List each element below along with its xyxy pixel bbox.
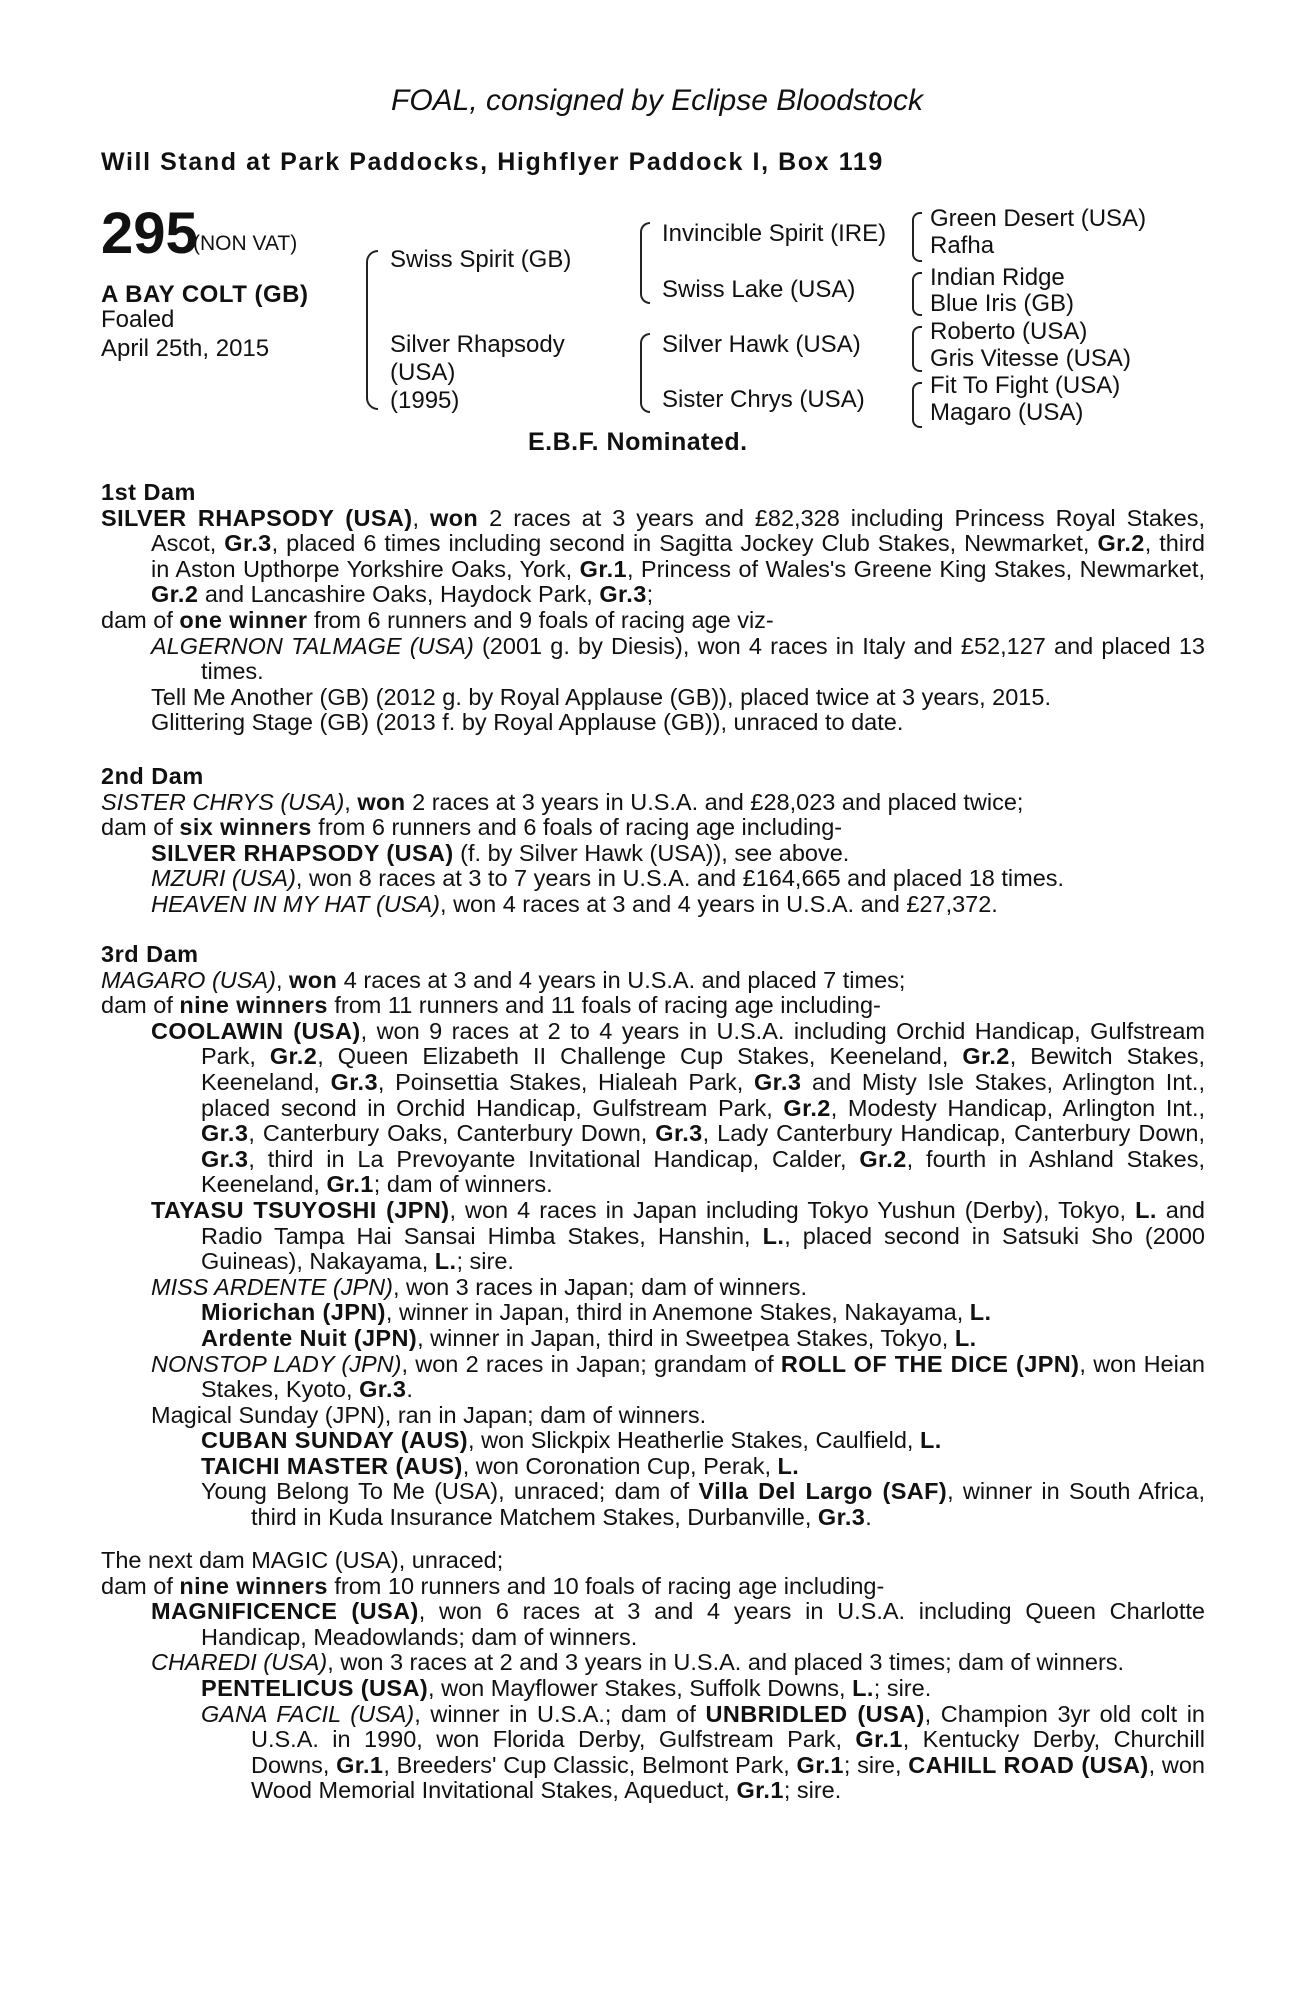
pedigree-dss: Roberto (USA) [930, 318, 1088, 345]
dam-of-line: dam of nine winners from 11 runners and 11 foals of racing age including- [101, 992, 881, 1019]
second-dam-section [101, 764, 1205, 918]
pedigree-sire: Swiss Spirit (GB) [390, 246, 572, 273]
pedigree-dam-dam: Sister Chrys (USA) [662, 386, 865, 413]
pedigree-sire-dam: Swiss Lake (USA) [662, 276, 856, 303]
progeny-entry: GANA FACIL (USA), winner in U.S.A.; dam of UNBRIDLED (USA), Champion 3yr old colt in U.S.A. in 1990, won Florida Derby, Gulfstream Park, Gr.1, Kentucky Derby, Churchill Downs, Gr.1, Breeders' Cup Classic, Belmont Park, Gr.1; sire, CAHILL ROAD (USA), won Wood Memorial Invitational Stakes, Aqueduct, Gr.1; sire. [201, 1700, 1206, 1804]
third-dam-section [101, 942, 1205, 1531]
progeny-entry: HEAVEN IN MY HAT (USA), won 4 races at 3 and 4 years in U.S.A. and £27,372. [151, 890, 998, 917]
foaled-label: Foaled [101, 306, 175, 333]
pedigree-dam-year: (1995) [390, 387, 460, 414]
section-heading: 2nd Dam [101, 763, 204, 789]
vat-status: (NON VAT) [193, 232, 298, 255]
lot-description: A BAY COLT (GB) [101, 281, 309, 308]
pedigree-dds: Fit To Fight (USA) [930, 372, 1121, 399]
progeny-entry: Glittering Stage (GB) (2013 f. by Royal Applause (GB)), unraced to date. [151, 709, 904, 736]
progeny-entry: Magical Sunday (JPN), ran in Japan; dam of winners. [151, 1401, 707, 1428]
pedigree-ddd: Magaro (USA) [930, 399, 1084, 426]
pedigree-sss: Green Desert (USA) [930, 205, 1147, 232]
progeny-entry: Ardente Nuit (JPN), winner in Japan, third in Sweetpea Stakes, Tokyo, L. [201, 1324, 977, 1351]
dam-of-line: dam of six winners from 6 runners and 6 foals of racing age including- [101, 814, 843, 841]
progeny-entry: Miorichan (JPN), winner in Japan, third in Anemone Stakes, Nakayama, L. [201, 1299, 992, 1326]
pedigree-brace [640, 222, 650, 304]
progeny-entry: TAYASU TSUYOSHI (JPN), won 4 races in Japan including Tokyo Yushun (Derby), Tokyo, L. and Radio Tampa Hai Sansai Himba Stakes, Hanshin, L., placed second in Satsuki Sho (2000 Guineas), Nakayama, L.; sire. [151, 1196, 1205, 1275]
consignor-line: FOAL, consigned by Eclipse Bloodstock [391, 84, 923, 117]
progeny-entry: NONSTOP LADY (JPN), won 2 races in Japan; grandam of ROLL OF THE DICE (JPN), won Heian Stakes, Kyoto, Gr.3. [151, 1350, 1205, 1403]
progeny-entry: ALGERNON TALMAGE (USA) (2001 g. by Diesis), won 4 races in Italy and £52,127 and placed 13 times. [151, 632, 1205, 685]
progeny-entry: SILVER RHAPSODY (USA) (f. by Silver Hawk (USA)), see above. [151, 839, 850, 866]
pedigree-sire-sire: Invincible Spirit (IRE) [662, 220, 887, 247]
pedigree-brace [912, 212, 922, 262]
ebf-nominated: E.B.F. Nominated. [528, 428, 748, 456]
pedigree-brace [912, 382, 922, 428]
pedigree-dam-sire: Silver Hawk (USA) [662, 331, 861, 358]
pedigree-dam-line1: Silver Rhapsody [390, 331, 565, 358]
progeny-entry: COOLAWIN (USA), won 9 races at 2 to 4 years in U.S.A. including Orchid Handicap, Gulfstream Park, Gr.2, Queen Elizabeth II Challenge Cup Stakes, Keeneland, Gr.2, Bewitch Stakes, Keeneland, Gr.3, Poinsettia Stakes, Hialeah Park, Gr.3 and Misty Isle Stakes, Arlington Int., placed second in Orchid Handicap, Gulfstream Park, Gr.2, Modesty Handicap, Arlington Int., Gr.3, Canterbury Oaks, Canterbury Down, Gr.3, Lady Canterbury Handicap, Canterbury Down, Gr.3, third in La Prevoyante Invitational Handicap, Calder, Gr.2, fourth in Ashland Stakes, Keeneland, Gr.1; dam of winners. [151, 1017, 1206, 1198]
dam-record: SILVER RHAPSODY (USA), won 2 races at 3 years and £82,328 including Princess Royal Stakes, Ascot, Gr.3, placed 6 times including second in Sagitta Jockey Club Stakes, Newmarket, Gr.2, third in Aston Upthorpe Yorkshire Oaks, York, Gr.1, Princess of Wales's Greene King Stakes, Newmarket, Gr.2 and Lancashire Oaks, Haydock Park, Gr.3; [101, 504, 1205, 608]
progeny-entry: CHAREDI (USA), won 3 races at 2 and 3 years in U.S.A. and placed 3 times; dam of winners. [151, 1649, 1125, 1676]
progeny-entry: TAICHI MASTER (AUS), won Coronation Cup, Perak, L. [201, 1452, 800, 1479]
first-dam-section [101, 480, 1205, 736]
pedigree-brace [366, 250, 378, 410]
progeny-entry: MZURI (USA), won 8 races at 3 to 7 years in U.S.A. and £164,665 and placed 18 times. [151, 865, 1065, 892]
progeny-entry: PENTELICUS (USA), won Mayflower Stakes, Suffolk Downs, L.; sire. [201, 1674, 932, 1701]
progeny-entry: Tell Me Another (GB) (2012 g. by Royal Applause (GB)), placed twice at 3 years, 2015. [151, 683, 1051, 710]
foaled-date: April 25th, 2015 [101, 335, 270, 362]
section-heading: 3rd Dam [101, 941, 199, 967]
pedigree-brace [912, 326, 922, 372]
pedigree-dam-line2: (USA) [390, 359, 456, 386]
progeny-entry: Young Belong To Me (USA), unraced; dam of Villa Del Largo (SAF), winner in South Africa, third in Kuda Insurance Matchem Stakes, Durbanville, Gr.3. [201, 1478, 1205, 1531]
stabling-line: Will Stand at Park Paddocks, Highflyer Paddock I, Box 119 [101, 148, 884, 176]
progeny-entry: MISS ARDENTE (JPN), won 3 races in Japan; dam of winners. [151, 1273, 808, 1300]
pedigree-sds: Indian Ridge [930, 264, 1065, 291]
section-heading: 1st Dam [101, 479, 196, 505]
pedigree-sdd: Blue Iris (GB) [930, 290, 1075, 317]
dam-record: MAGARO (USA), won 4 races at 3 and 4 years in U.S.A. and placed 7 times; [101, 966, 906, 993]
progeny-entry: CUBAN SUNDAY (AUS), won Slickpix Heatherlie Stakes, Caulfield, L. [201, 1427, 942, 1454]
lot-number: 295 [101, 201, 198, 266]
pedigree-brace [912, 272, 922, 316]
pedigree-dsd: Gris Vitesse (USA) [930, 345, 1131, 372]
pedigree-ssd: Rafha [930, 232, 995, 259]
dam-of-line: dam of nine winners from 10 runners and 10 foals of racing age including- [101, 1572, 885, 1599]
progeny-entry: MAGNIFICENCE (USA), won 6 races at 3 and 4 years in U.S.A. including Queen Charlotte Handicap, Meadowlands; dam of winners. [151, 1598, 1205, 1650]
dam-record: The next dam MAGIC (USA), unraced; [101, 1547, 504, 1573]
dam-of-line: dam of one winner from 6 runners and 9 foals of racing age viz- [101, 606, 774, 633]
pedigree-brace [640, 333, 650, 413]
dam-record: SISTER CHRYS (USA), won 2 races at 3 years in U.S.A. and £28,023 and placed twice; [101, 788, 1024, 815]
next-dam-section [101, 1548, 1205, 1804]
